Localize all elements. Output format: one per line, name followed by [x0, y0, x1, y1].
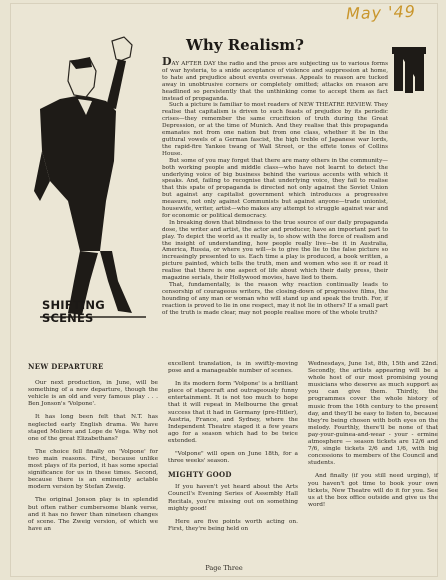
page-number: Page Three — [205, 564, 243, 572]
column-middle — [168, 361, 298, 539]
column-new-departure — [28, 363, 158, 539]
section-heading: NEW DEPARTURE — [28, 362, 104, 371]
handwritten-date: May '49 — [345, 1, 417, 24]
column-paragraph: "Volpone" will open on June 18th, for a three weeks' season. — [168, 451, 298, 465]
column-paragraph: Wednesdays, June 1st, 8th, 15th and 22nd. Secondly, the artists appearing will be a whole host of our most promising young musicians who deserve as much support as you can give them. Thirdly, the programmes cover the whole history of music from the 16th century to the present day, and they'll be easy to listen to, because they're being chosen with both eyes on the melody. Fourthly, there'll be none of that pay-your-guinea-and-wear - your - ermine atmosphere — season tickets are 12/6 and 7/6, single tickets 2/6 and 1/6, with big concessions to members of the Council and students. — [308, 361, 438, 467]
magazine-page — [10, 3, 438, 577]
column-paragraph: It has long been felt that N.T. has neglected early English drama. We have staged Moliere and Lope de Vega. Why not one of the great Elizabethans? — [28, 414, 158, 442]
column-paragraph: Our next production, in June, will be something of a new departure, though the vehicle is an old and very famous play . . . Ben Jonson's 'Volpone'. — [28, 380, 158, 408]
article-paragraph: But some of you may forget that there are many others in the community—both working people and middle class—who have not learnt to detect the underlying voice of big business behind the various accents with which it speaks. And, failing to recognise that underlying voice, they fail to realise that this spate of propaganda is directed not only against the Soviet Union but against any capitalist government which introduces a progressive measure, not only against Communists but against anyone—trade unionist, housewife, writer, artist—who makes any attempt to struggle against war and for economic or political democracy. — [162, 157, 388, 219]
column-paragraph: excellent translation, is in swiftly-moving pose and a manageable number of scenes. — [168, 361, 298, 375]
column-right — [308, 361, 438, 515]
section-heading: MIGHTY GOOD — [168, 470, 232, 480]
nt-monogram-icon — [392, 47, 426, 93]
column-paragraph: If you haven't yet heard about the Arts Council's Evening Series of Assembly Hall Recitals, you're missing out on something mighty good! — [168, 484, 298, 512]
column-paragraph: The original Jonson play is in splendid but often rather cumbersome blank verse, and it has no fewer than nineteen changes of scene. The Zweig version, of which we have an — [28, 497, 158, 532]
lead-article — [162, 55, 388, 317]
column-paragraph: Here are five points worth acting on. First, they're being held on — [168, 518, 298, 532]
column-paragraph: The choice fell finally on 'Volpone' for two main reasons. First, because unlike most plays of its period, it has some special significance for us in these times. Second, because there is an eminently actable modern version by Stefan Zweig. — [28, 448, 158, 491]
article-paragraph: That, fundamentally, is the reason why reaction continually leads to censorship of courageous writers, the closing-down of progressive films, the hounding of any man or woman who will stand up and speak the truth. For, if reaction is proved to lie in one respect, may it not lie in others? If a small part of the truth is made clear, may not people realise more of the whole truth? — [162, 282, 388, 316]
page-title: Why Realism? — [186, 36, 304, 54]
article-paragraph: Such a picture is familiar to most readers of NEW THEATRE REVIEW. They realise that capitalism is driven to such feasts of prejudice by its periodic crises—they remember the same crucifixion of truth during the Great Depression, or at the time of Munich. And they realise that this propaganda emanates not from one nation but from one class, whether it be in the guttural vowels of a German fascist, the high treble of Japanese war lords, the rapid-fire Yankee twang of Wall Street, or the effete tones of Collins House. — [162, 102, 388, 157]
column-paragraph: And finally (if you still need urging), if you haven't got time to book your own tickets, New Theatre will do it for you. See us at the box office outside and give us the word! — [308, 473, 438, 508]
article-paragraph: In breaking down that blindness to the true source of our daily propaganda dose, the writer and artist, the actor and producer, have an important part to play. To depict the world as it really is, to show with the force of realism and the insight of understanding, how people really live—be it in Australia, America, Russia, or where you will—is to give the lie to the false picture so increasingly presented to us. Each time a play is produced, a book written, a picture painted, which tells the truth, men and women who see it or read it realise that there is one aspect of life about which their daily press, their magazine serials, their Hollywood movies, have lied to them. — [162, 219, 388, 282]
column-paragraph: In its modern form 'Volpone' is a brilliant piece of stagecraft and outrageously funny entertainment. It is not too much to hope that it will repeat in Melbourne the great success that it had in Germany (pre-Hitler), Austria, France, and Sydney, where the Independent Theatre staged it a few years ago for a season which had to be twice extended. — [168, 381, 298, 444]
drop-cap: D — [162, 55, 172, 68]
raised-fist-figure-illustration — [20, 31, 160, 333]
article-paragraph: DAY AFTER DAY the radio and the press are subjecting us to various forms of war hysteria, to a snide acceptance of violence and suppression at home, to hate and prejudice about events overseas. Appeals to reason are tucked away in unobtrusive corners or completely omitted; attacks on reason are headlined so persistently that the unthinking come to accept them as fact instead of propaganda. — [162, 55, 388, 102]
section-label: SHIFTING SCENES — [42, 298, 105, 325]
